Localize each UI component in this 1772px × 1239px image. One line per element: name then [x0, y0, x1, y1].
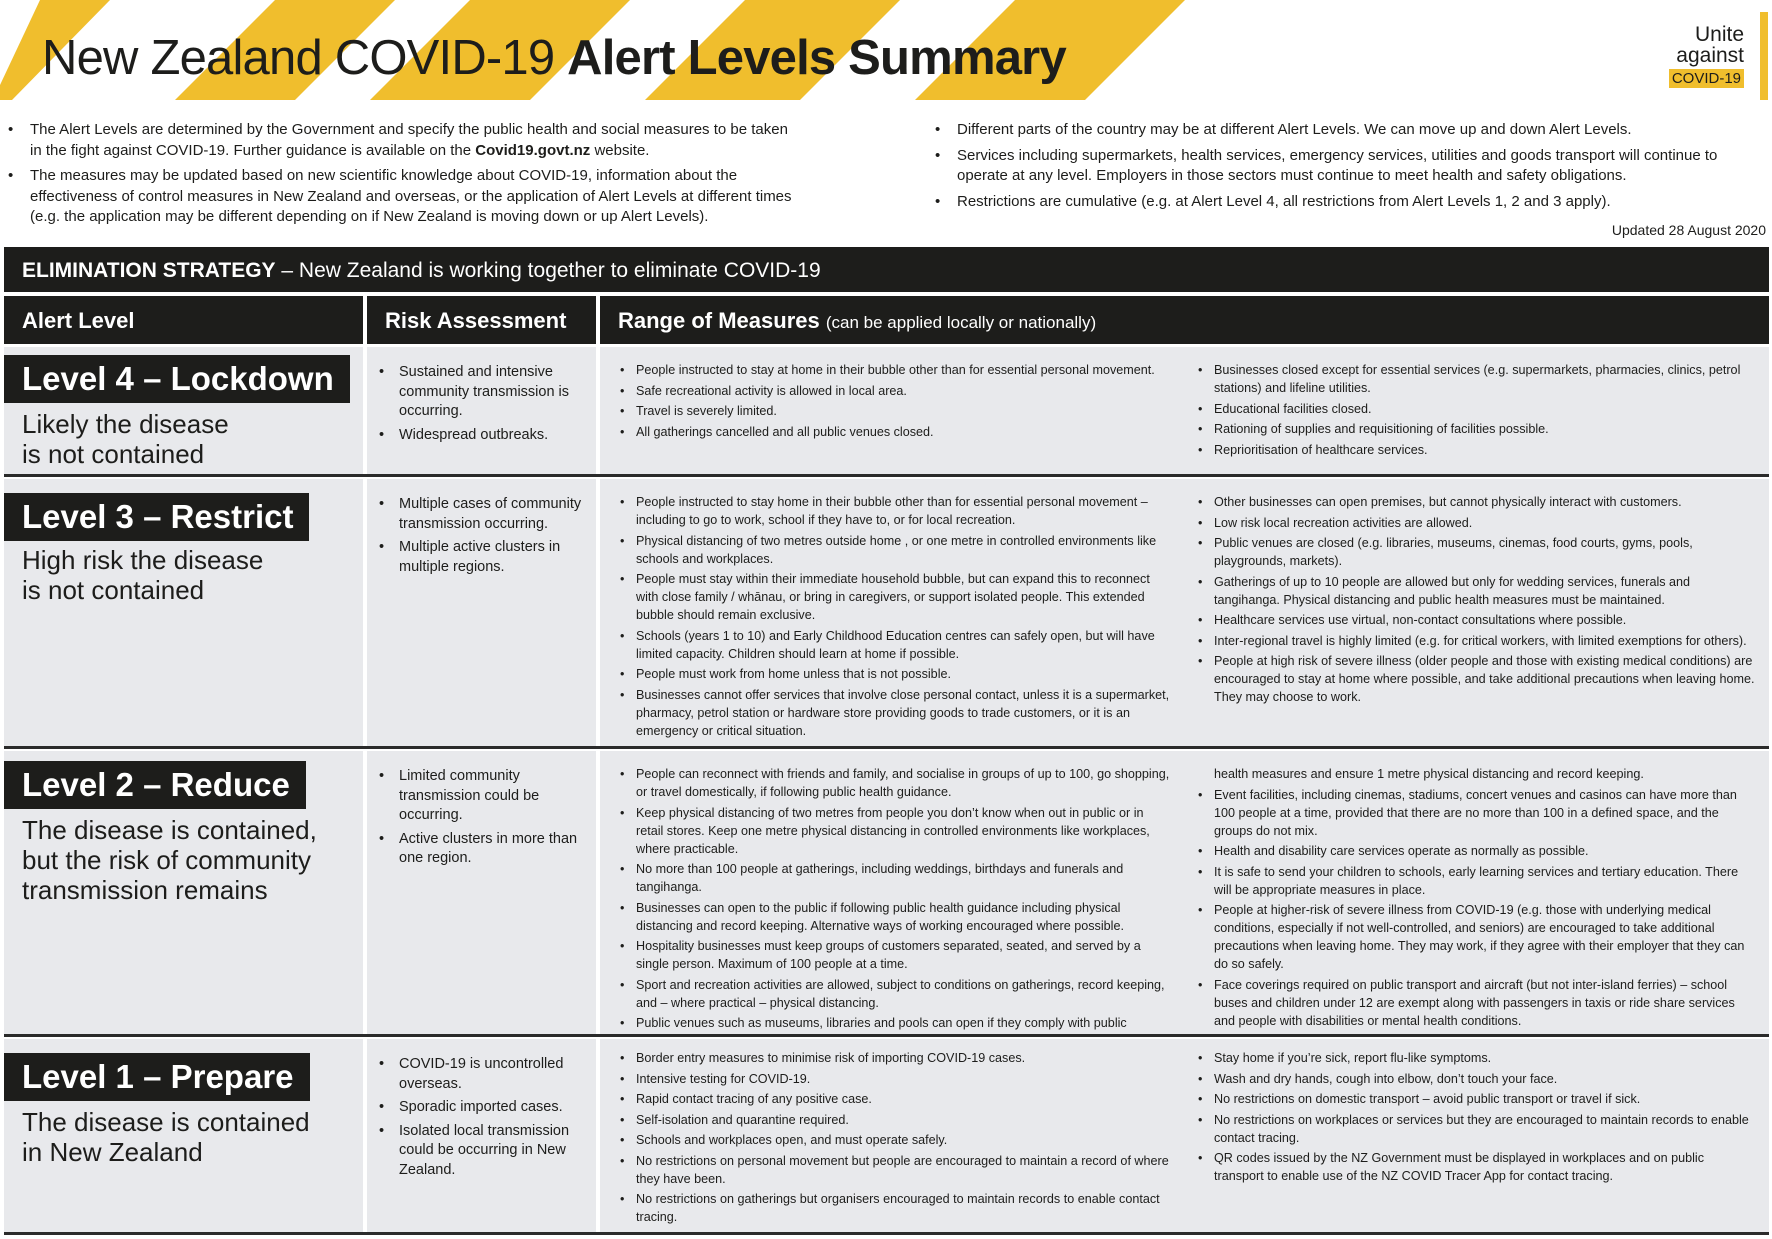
unite-against-covid-logo: Unite against COVID-19: [1660, 8, 1772, 100]
level-4-description: Likely the disease is not contained: [22, 409, 229, 469]
measure-item-continued: health measures and ensure 1 metre physical distancing and record keeping.: [1214, 767, 1644, 781]
measure-item: • People at high risk of severe illness (older people and those with existing medical conditions) are encouraged to stay at home where possible, and take additional precautions when leaving home. They may choose to work.: [1196, 652, 1756, 706]
measure-item: • Public venues such as museums, libraries and pools can open if they comply with public: [618, 1014, 1173, 1032]
level-2-description: The disease is contained, but the risk of community transmission remains: [22, 815, 317, 905]
measure-item: • Inter-regional travel is highly limited (e.g. for critical workers, with limited exemptions for others).: [1196, 632, 1756, 650]
level-cell: [4, 751, 363, 1034]
intro-bullet: • Services including supermarkets, health services, emergency services, utilities and goods transport will continue to operate at any level. Employers in those sectors must continue to meet health and safety obligations.: [935, 146, 1765, 187]
column-header-alert-level: Alert Level: [4, 296, 363, 344]
measure-item: • Public venues are closed (e.g. libraries, museums, cinemas, food courts, gyms, pools, playgrounds, markets).: [1196, 534, 1756, 570]
measure-item: • Businesses can open to the public if following public health guidance including physical distancing and record keeping. Alternative ways of working encouraged where possible.: [618, 899, 1173, 935]
intro-bullet: • The Alert Levels are determined by the Government and specify the public health and social measures to be taken in the fight against COVID-19. Further guidance is available on the Covid19.govt.nz website.: [8, 120, 798, 161]
page-title: New Zealand COVID-19 Alert Levels Summary: [42, 31, 1066, 85]
risk-item: • Sporadic imported cases.: [379, 1098, 589, 1118]
level-3-description: High risk the disease is not contained: [22, 545, 264, 605]
column-header-range-of-measures: Range of Measures (can be applied locally or nationally): [600, 296, 1769, 344]
measures-cell: [600, 347, 1769, 474]
measure-item: • Wash and dry hands, cough into elbow, don’t touch your face.: [1196, 1070, 1756, 1088]
measure-item: • Businesses closed except for essential services (e.g. supermarkets, pharmacies, clinics, petrol stations) and lifeline utilities.: [1196, 361, 1756, 397]
measure-item: • Rapid contact tracing of any positive case.: [618, 1090, 1173, 1108]
level-3-row: [4, 479, 1769, 749]
measure-item: • Stay home if you’re sick, report flu-like symptoms.: [1196, 1049, 1756, 1067]
level-4-badge: Level 4 – Lockdown: [4, 355, 350, 403]
header: [0, 0, 1772, 100]
risk-item: • Limited community transmission could be occurring.: [379, 767, 589, 826]
elimination-strategy-banner: ELIMINATION STRATEGY – New Zealand is working together to eliminate COVID-19: [4, 247, 1769, 292]
risk-cell: [367, 347, 596, 474]
risk-item: • Widespread outbreaks.: [379, 426, 589, 446]
level-cell: [4, 479, 363, 746]
intro-bullet: • Restrictions are cumulative (e.g. at Alert Level 4, all restrictions from Alert Levels 1, 2 and 3 apply).: [935, 192, 1765, 213]
risk-cell: [367, 751, 596, 1034]
measure-item: • No restrictions on domestic transport – avoid public transport or travel if sick.: [1196, 1090, 1756, 1108]
level-3-badge: Level 3 – Restrict: [4, 493, 309, 541]
measures-cell: [600, 1039, 1769, 1232]
level-1-description: The disease is contained in New Zealand: [22, 1107, 310, 1167]
measure-item: • Rationing of supplies and requisitioning of facilities possible.: [1196, 420, 1756, 438]
measure-item: • QR codes issued by the NZ Government must be displayed in workplaces and on public transport to enable use of the NZ COVID Tracer App for contact tracing.: [1196, 1149, 1756, 1185]
measure-item: • Intensive testing for COVID-19.: [618, 1070, 1173, 1088]
intro-right: [935, 120, 1765, 217]
risk-item: • Sustained and intensive community transmission is occurring.: [379, 363, 589, 422]
measure-item: • No restrictions on workplaces or services but they are encouraged to maintain records to enable contact tracing.: [1196, 1111, 1756, 1147]
measure-item: • Other businesses can open premises, but cannot physically interact with customers.: [1196, 493, 1756, 511]
measure-item: • People can reconnect with friends and family, and socialise in groups of up to 100, go shopping, or travel domestically, if following public health guidance.: [618, 765, 1173, 801]
level-1-badge: Level 1 – Prepare: [4, 1053, 310, 1101]
risk-cell: [367, 479, 596, 746]
risk-item: • Isolated local transmission could be occurring in New Zealand.: [379, 1122, 589, 1181]
measure-item: • People at higher-risk of severe illness from COVID-19 (e.g. those with underlying medical conditions, especially if not well-controlled, and seniors) are encouraged to take additional precautions when leaving home. They may work, if they agree with their employer that they can do so safely.: [1196, 901, 1756, 973]
measure-item: • Physical distancing of two metres outside home , or one metre in controlled environments like schools and workplaces.: [618, 532, 1173, 568]
measure-item: • Reprioritisation of healthcare services.: [1196, 441, 1756, 459]
level-2-badge: Level 2 – Reduce: [4, 761, 306, 809]
measure-item: • Sport and recreation activities are allowed, subject to conditions on gatherings, record keeping, and – where practical – physical distancing.: [618, 976, 1173, 1012]
level-cell: [4, 347, 363, 474]
risk-item: • Active clusters in more than one region.: [379, 830, 589, 869]
column-header-risk-assessment: Risk Assessment: [367, 296, 596, 344]
measure-item: • Educational facilities closed.: [1196, 400, 1756, 418]
level-1-row: [4, 1039, 1769, 1235]
measures-cell: [600, 751, 1769, 1034]
measure-item: • Hospitality businesses must keep groups of customers separated, seated, and served by a single person. Maximum of 100 people at a time.: [618, 937, 1173, 973]
measure-item: • Schools (years 1 to 10) and Early Childhood Education centres can safely open, but will have limited capacity. Children should learn at home if possible.: [618, 627, 1173, 663]
measure-item: • It is safe to send your children to schools, early learning services and tertiary education. There will be appropriate measures in place.: [1196, 863, 1756, 899]
measure-item: • Healthcare services use virtual, non-contact consultations where possible.: [1196, 611, 1756, 629]
measure-item: • People must stay within their immediate household bubble, but can expand this to reconnect with close family / whānau, or bring in caregivers, or support isolated people. This extended bubble should remain exclusive.: [618, 570, 1173, 624]
measure-item: • No more than 100 people at gatherings, including weddings, birthdays and funerals and tangihanga.: [618, 860, 1173, 896]
measure-item: • People instructed to stay at home in their bubble other than for essential personal movement.: [618, 361, 1173, 379]
measure-item: • Businesses cannot offer services that involve close personal contact, unless it is a supermarket, pharmacy, petrol station or hardware store providing goods to trade customers, or it is an emergency or critical situation.: [618, 686, 1173, 740]
intro-bullet: • Different parts of the country may be at different Alert Levels. We can move up and down Alert Levels.: [935, 120, 1765, 141]
level-4-row: [4, 347, 1769, 477]
measure-item: • Self-isolation and quarantine required.: [618, 1111, 1173, 1129]
measure-item: • Health and disability care services operate as normally as possible.: [1196, 842, 1756, 860]
level-2-row: [4, 751, 1769, 1037]
intro-bullet: • The measures may be updated based on new scientific knowledge about COVID-19, information about the effectiveness of control measures in New Zealand and overseas, or the application of Alert Levels at different times (e.g. the application may be different depending on if New Zealand is moving down or up Alert Levels).: [8, 166, 798, 228]
measure-item: • Keep physical distancing of two metres from people you don’t know when out in public or in retail stores. Keep one metre physical distancing in controlled environments like workplaces, where practicable.: [618, 804, 1173, 858]
risk-item: • Multiple cases of community transmission occurring.: [379, 495, 589, 534]
intro-left: [8, 120, 798, 233]
measures-cell: [600, 479, 1769, 746]
measure-item: • Border entry measures to minimise risk of importing COVID-19 cases.: [618, 1049, 1173, 1067]
measure-item: • No restrictions on gatherings but organisers encouraged to maintain records to enable contact tracing.: [618, 1190, 1173, 1226]
measure-item: • People must work from home unless that is not possible.: [618, 665, 1173, 683]
level-cell: [4, 1039, 363, 1232]
measure-item: • No restrictions on personal movement but people are encouraged to maintain a record of where they have been.: [618, 1152, 1173, 1188]
measure-item: • Face coverings required on public transport and aircraft (but not inter-island ferries) – school buses and children under 12 are exempt along with passengers in taxis or ride share services and people with disabilities or mental health conditions.: [1196, 976, 1756, 1030]
measure-item: • Schools and workplaces open, and must operate safely.: [618, 1131, 1173, 1149]
risk-item: • COVID-19 is uncontrolled overseas.: [379, 1055, 589, 1094]
measure-item: • Safe recreational activity is allowed in local area.: [618, 382, 1173, 400]
updated-date: Updated 28 August 2020: [1611, 222, 1766, 238]
measure-item: • Low risk local recreation activities are allowed.: [1196, 514, 1756, 532]
measure-item: • Travel is severely limited.: [618, 402, 1173, 420]
measure-item: • People instructed to stay home in their bubble other than for essential personal movement – including to go to work, school if they have to, or for local recreation.: [618, 493, 1173, 529]
risk-item: • Multiple active clusters in multiple regions.: [379, 538, 589, 577]
measure-item: • Gatherings of up to 10 people are allowed but only for wedding services, funerals and tangihanga. Physical distancing and public health measures must be maintained.: [1196, 573, 1756, 609]
measure-item: • Event facilities, including cinemas, stadiums, concert venues and casinos can have more than 100 people at a time, provided that there are no more than 100 in a defined space, and the groups do not mix.: [1196, 786, 1756, 840]
measure-item: • All gatherings cancelled and all public venues closed.: [618, 423, 1173, 441]
risk-cell: [367, 1039, 596, 1232]
